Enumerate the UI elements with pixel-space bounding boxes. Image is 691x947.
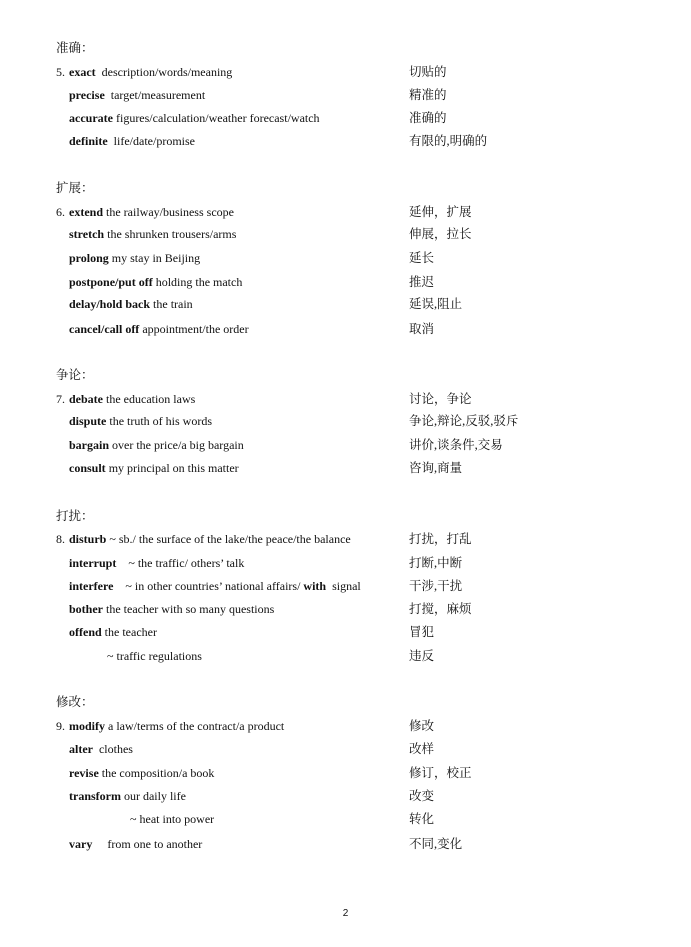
- keyword: extend: [69, 205, 103, 219]
- entry-number: 9.: [56, 719, 65, 733]
- entry-number: 7.: [56, 392, 65, 406]
- vocab-entry: [0, 390, 691, 408]
- entry-number: 6.: [56, 205, 65, 219]
- usage-text: our daily life: [120, 789, 186, 803]
- usage-text: the shrunken trousers/arms: [104, 227, 237, 241]
- entry-number: 5.: [56, 65, 65, 79]
- usage-text: ~ the traffic/ others’ talk: [116, 556, 245, 570]
- usage-text: clothes: [92, 742, 133, 756]
- usage-text: life/date/promise: [107, 134, 195, 148]
- english-phrase: [107, 647, 202, 665]
- section-heading: 修改：: [56, 695, 94, 709]
- vocab-entry: [0, 273, 691, 291]
- chinese-meaning: 精准的: [409, 88, 447, 102]
- english-phrase: [69, 787, 186, 805]
- keyword: delay/hold back: [69, 297, 151, 311]
- chinese-meaning: 冒犯: [409, 625, 435, 639]
- usage-text: target/measurement: [104, 88, 206, 102]
- keyword: bother: [69, 602, 103, 616]
- chinese-meaning: 咨询,商量: [409, 461, 463, 475]
- vocab-entry: [0, 647, 691, 665]
- section-heading: 准确：: [56, 41, 94, 55]
- page-number: 2: [342, 908, 349, 919]
- usage-text: the teacher with so many questions: [103, 602, 275, 616]
- chinese-meaning: 延误,阻止: [409, 297, 463, 311]
- usage-text: my principal on this matter: [105, 461, 239, 475]
- usage-text: ~ in other countries’ national affairs/: [113, 579, 304, 593]
- keyword: stretch: [69, 227, 105, 241]
- english-phrase: [56, 530, 351, 548]
- chinese-meaning: 修订，校正: [409, 766, 472, 780]
- usage-text: signal: [326, 579, 361, 593]
- keyword: interfere: [69, 579, 114, 593]
- english-phrase: [69, 600, 274, 618]
- chinese-meaning: 讲价,谈条件,交易: [409, 438, 503, 452]
- english-phrase: [69, 320, 249, 338]
- usage-text: description/words/meaning: [95, 65, 233, 79]
- english-phrase: [69, 623, 157, 641]
- chinese-meaning: 延长: [409, 251, 435, 265]
- vocab-entry: [0, 459, 691, 477]
- english-phrase: [56, 390, 195, 408]
- section-heading: 扩展：: [56, 181, 94, 195]
- vocab-entry: [0, 412, 691, 430]
- vocab-entry: [0, 764, 691, 782]
- vocab-entry: [0, 63, 691, 81]
- english-phrase: [69, 273, 242, 291]
- vocab-entry: [0, 86, 691, 104]
- chinese-meaning: 打搅，麻烦: [409, 602, 472, 616]
- english-phrase: [69, 554, 244, 572]
- chinese-meaning: 切贴的: [409, 65, 447, 79]
- usage-text: the composition/a book: [98, 766, 215, 780]
- vocab-entry: [0, 835, 691, 853]
- section-heading: 打扰：: [56, 509, 94, 523]
- english-phrase: [69, 436, 244, 454]
- usage-text: ~ sb./ the surface of the lake/the peace/the balance: [106, 532, 351, 546]
- keyword: vary: [69, 837, 93, 851]
- keyword: with: [303, 579, 327, 593]
- chinese-meaning: 违反: [409, 649, 435, 663]
- keyword: postpone/put off: [69, 275, 153, 289]
- chinese-meaning: 延伸，扩展: [409, 205, 472, 219]
- usage-text: holding the match: [152, 275, 243, 289]
- english-phrase: [69, 132, 195, 150]
- keyword: transform: [69, 789, 121, 803]
- usage-text: my stay in Beijing: [108, 251, 201, 265]
- english-phrase: [69, 835, 202, 853]
- english-phrase: [69, 577, 361, 595]
- keyword: disturb: [69, 532, 107, 546]
- chinese-meaning: 取消: [409, 322, 435, 336]
- keyword: bargain: [69, 438, 110, 452]
- vocab-entry: [0, 225, 691, 243]
- usage-text: appointment/the order: [139, 322, 249, 336]
- vocab-entry: [0, 249, 691, 267]
- english-phrase: [56, 63, 232, 81]
- vocab-entry: [0, 600, 691, 618]
- keyword: revise: [69, 766, 99, 780]
- vocab-entry: [0, 717, 691, 735]
- usage-text: the train: [150, 297, 193, 311]
- keyword: dispute: [69, 414, 107, 428]
- usage-text: ~ heat into power: [130, 812, 215, 826]
- usage-text: ~ traffic regulations: [107, 649, 202, 663]
- english-phrase: [69, 459, 239, 477]
- vocab-entry: [0, 740, 691, 758]
- chinese-meaning: 干涉,干扰: [409, 579, 463, 593]
- keyword: accurate: [69, 111, 113, 125]
- vocab-entry: [0, 295, 691, 313]
- chinese-meaning: 打扰，打乱: [409, 532, 472, 546]
- chinese-meaning: 争论,辩论,反驳,驳斥: [409, 414, 519, 428]
- keyword: prolong: [69, 251, 109, 265]
- vocab-entry: [0, 577, 691, 595]
- english-phrase: [69, 225, 236, 243]
- english-phrase: [69, 740, 133, 758]
- chinese-meaning: 打断,中断: [409, 556, 463, 570]
- english-phrase: [69, 412, 212, 430]
- english-phrase: [130, 810, 214, 828]
- vocab-entry: [0, 436, 691, 454]
- english-phrase: [56, 203, 234, 221]
- chinese-meaning: 有限的,明确的: [409, 134, 488, 148]
- keyword: debate: [69, 392, 103, 406]
- chinese-meaning: 转化: [409, 812, 435, 826]
- keyword: exact: [69, 65, 96, 79]
- chinese-meaning: 改样: [409, 742, 435, 756]
- keyword: cancel/call off: [69, 322, 140, 336]
- usage-text: a law/terms of the contract/a product: [105, 719, 285, 733]
- english-phrase: [56, 717, 284, 735]
- vocab-entry: [0, 320, 691, 338]
- keyword: modify: [69, 719, 105, 733]
- english-phrase: [69, 764, 214, 782]
- keyword: interrupt: [69, 556, 117, 570]
- keyword: consult: [69, 461, 106, 475]
- chinese-meaning: 推迟: [409, 275, 435, 289]
- usage-text: the railway/business scope: [103, 205, 234, 219]
- entry-number: 8.: [56, 532, 65, 546]
- english-phrase: [69, 295, 193, 313]
- english-phrase: [69, 249, 200, 267]
- usage-text: the teacher: [101, 625, 157, 639]
- chinese-meaning: 讨论，争论: [409, 392, 472, 406]
- keyword: precise: [69, 88, 105, 102]
- usage-text: from one to another: [92, 837, 203, 851]
- usage-text: the truth of his words: [106, 414, 213, 428]
- english-phrase: [69, 86, 205, 104]
- chinese-meaning: 准确的: [409, 111, 447, 125]
- vocab-entry: [0, 203, 691, 221]
- keyword: definite: [69, 134, 108, 148]
- vocab-entry: [0, 530, 691, 548]
- vocab-entry: [0, 554, 691, 572]
- chinese-meaning: 修改: [409, 719, 435, 733]
- vocab-entry: [0, 787, 691, 805]
- usage-text: figures/calculation/weather forecast/watch: [112, 111, 320, 125]
- vocab-entry: [0, 810, 691, 828]
- keyword: offend: [69, 625, 102, 639]
- chinese-meaning: 改变: [409, 789, 435, 803]
- section-heading: 争论：: [56, 368, 94, 382]
- usage-text: over the price/a big bargain: [109, 438, 244, 452]
- vocab-entry: [0, 623, 691, 641]
- chinese-meaning: 不同,变化: [409, 837, 463, 851]
- keyword: alter: [69, 742, 93, 756]
- english-phrase: [69, 109, 320, 127]
- vocab-entry: [0, 132, 691, 150]
- usage-text: the education laws: [103, 392, 196, 406]
- chinese-meaning: 伸展，拉长: [409, 227, 472, 241]
- vocab-entry: [0, 109, 691, 127]
